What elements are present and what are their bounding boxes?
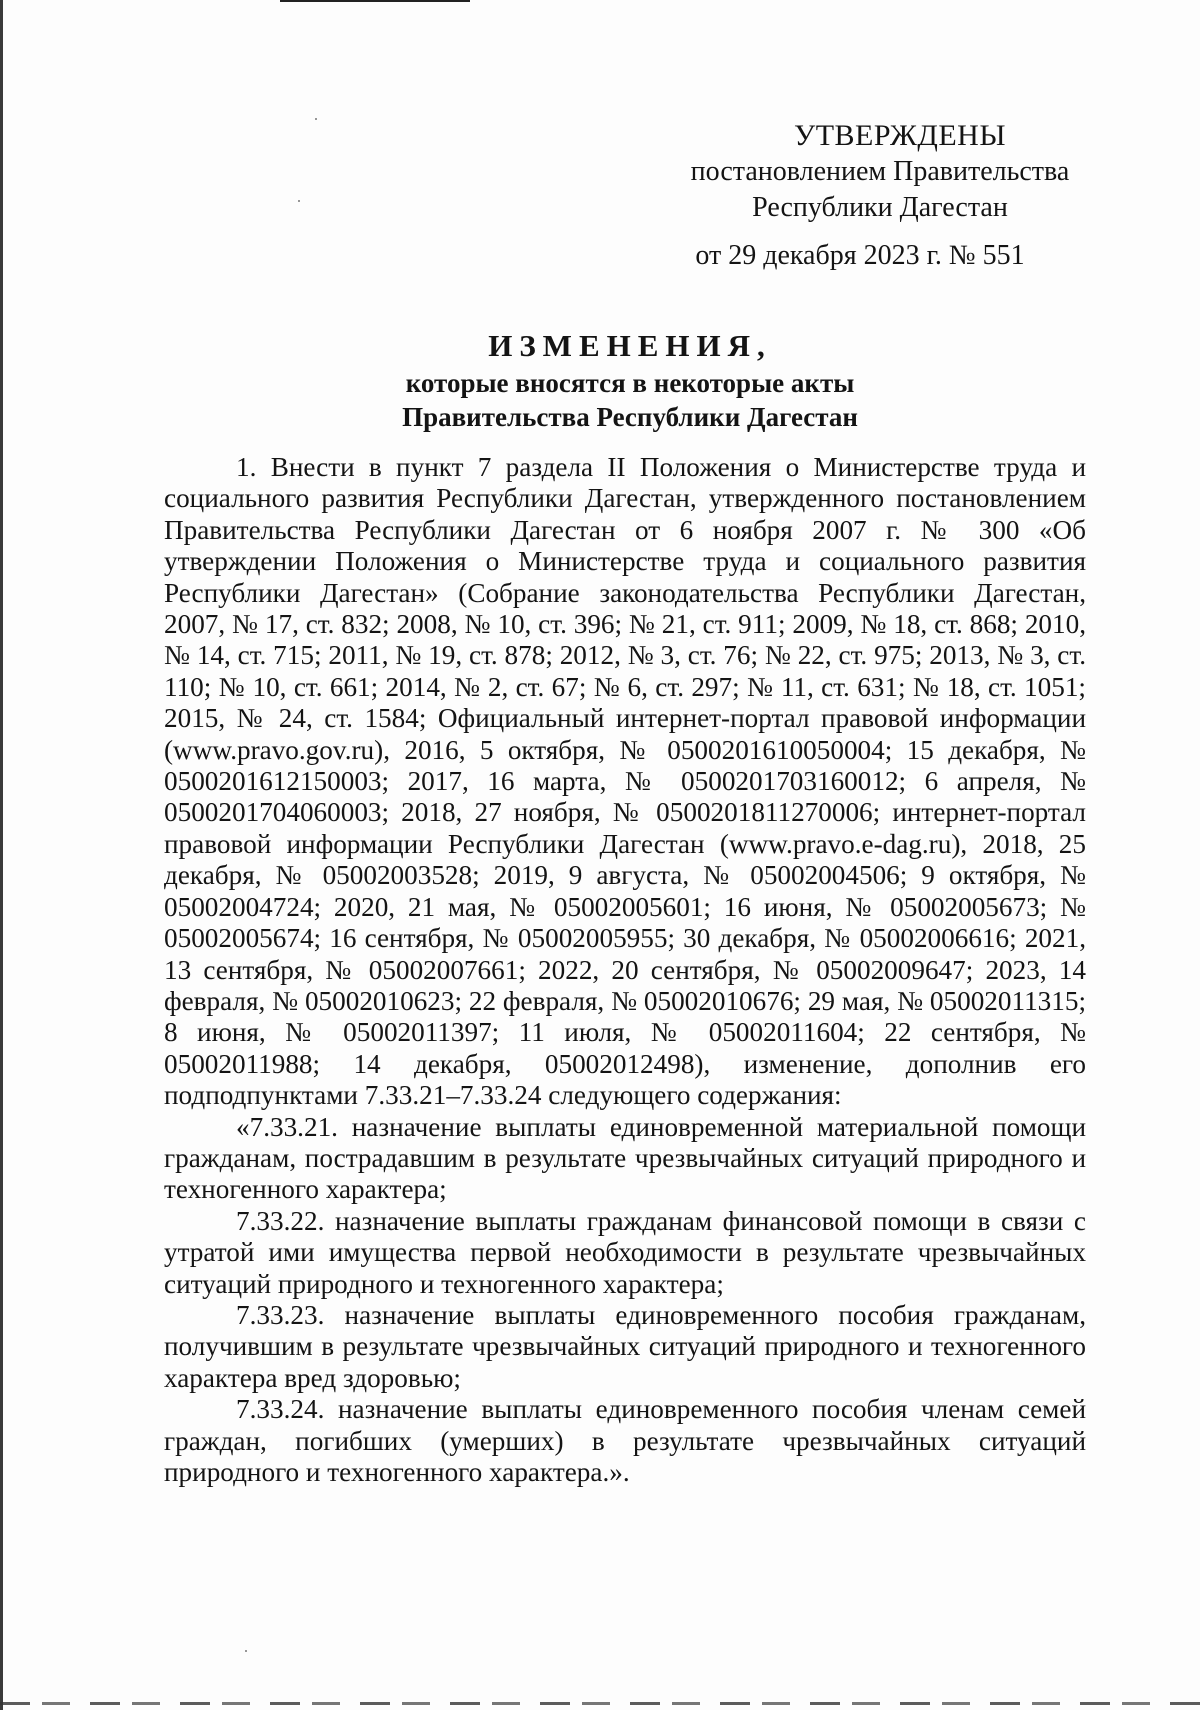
body-paragraph: 7.33.22. назначение выплаты гражданам финансовой помощи в связи с утратой ими имущества первой необходимости в результате чрезвычайных ситуаций природного и техногенного характера; xyxy=(164,1205,1086,1299)
scan-speck xyxy=(298,200,300,202)
scan-speck xyxy=(315,118,317,120)
scan-edge-top xyxy=(280,0,470,2)
approval-date: от 29 декабря 2023 г. № 551 xyxy=(695,240,1025,271)
document-title-block xyxy=(160,326,1100,434)
document-subtitle: Правительства Республики Дагестан xyxy=(402,402,858,432)
scan-speck xyxy=(245,1650,247,1652)
document-body xyxy=(164,452,1086,1488)
scan-edge-bottom xyxy=(0,1702,1200,1705)
body-paragraph: «7.33.21. назначение выплаты единовременной материальной помощи гражданам, пострадавшим в результате чрезвычайных ситуаций природного и техногенного характера; xyxy=(164,1111,1086,1205)
body-paragraph: 7.33.24. назначение выплаты единовременного пособия членам семей граждан, погибших (умерших) в результате чрезвычайных ситуаций природного и техногенного характера.». xyxy=(164,1394,1086,1487)
approval-line: Республики Дагестан xyxy=(752,192,1008,223)
approval-line: постановлением Правительства xyxy=(690,156,1070,187)
document-subtitle: которые вносятся в некоторые акты xyxy=(405,368,855,398)
body-paragraph: 1. Внести в пункт 7 раздела II Положения о Министерстве труда и социального развития Республики Дагестан, утвержденного постановлением Правительства Республики Дагестан от 6 ноября 2007 г. № 300 «Об утверждении Положения о Министерстве труда и социального развития Республики Дагестан» (Собрание законодательства Республики Дагестан, 2007, № 17, ст. 832; 2008, № 10, ст. 396; № 21, ст. 911; 2009, № 18, ст. 868; 2010, № 14, ст. 715; 2011, № 19, ст. 878; 2012, № 3, ст. 76; № 22, ст. 975; 2013, № 3, ст. 110; № 10, ст. 661; 2014, № 2, ст. 67; № 6, ст. 297; № 11, ст. 631; № 18, ст. 1051; 2015, № 24, ст. 1584; Официальный интернет-портал правовой информации (www.pravo.gov.ru), 2016, 5 октября, № 0500201610050004; 15 декабря, № 0500201612150003; 2017, 16 марта, № 0500201703160012; 6 апреля, № 0500201704060003; 2018, 27 ноября, № 0500201811270006; интернет-портал правовой информации Республики Дагестан (www.pravo.e-dag.ru), 2018, 25 декабря, № 05002003528; 2019, 9 августа, № 05002004506; 9 октября, № 05002004724; 2020, 21 мая, № 05002005601; 16 июня, № 05002005673; № 05002005674; 16 сентября, № 05002005955; 30 декабря, № 05002006616; 2021, 13 сентября, № 05002007661; 2022, 20 сентября, № 05002009647; 2023, 14 февраля, № 05002010623; 22 февраля, № 05002010676; 29 мая, № 05002011315; 8 июня, № 05002011397; 11 июля, № 05002011604; 22 сентября, № 05002011988; 14 декабря, 05002012498), изменение, дополнив его подподпунктами 7.33.21–7.33.24 следующего содержания: xyxy=(164,452,1086,1111)
approval-heading: УТВЕРЖДЕНЫ xyxy=(793,119,1007,152)
document-title: ИЗМЕНЕНИЯ, xyxy=(488,328,772,363)
scan-edge-left xyxy=(0,0,3,1710)
body-paragraph: 7.33.23. назначение выплаты единовременного пособия гражданам, получившим в результате чрезвычайных ситуаций природного и техногенного характера вред здоровью; xyxy=(164,1299,1086,1393)
approval-stamp-block xyxy=(660,118,1100,274)
